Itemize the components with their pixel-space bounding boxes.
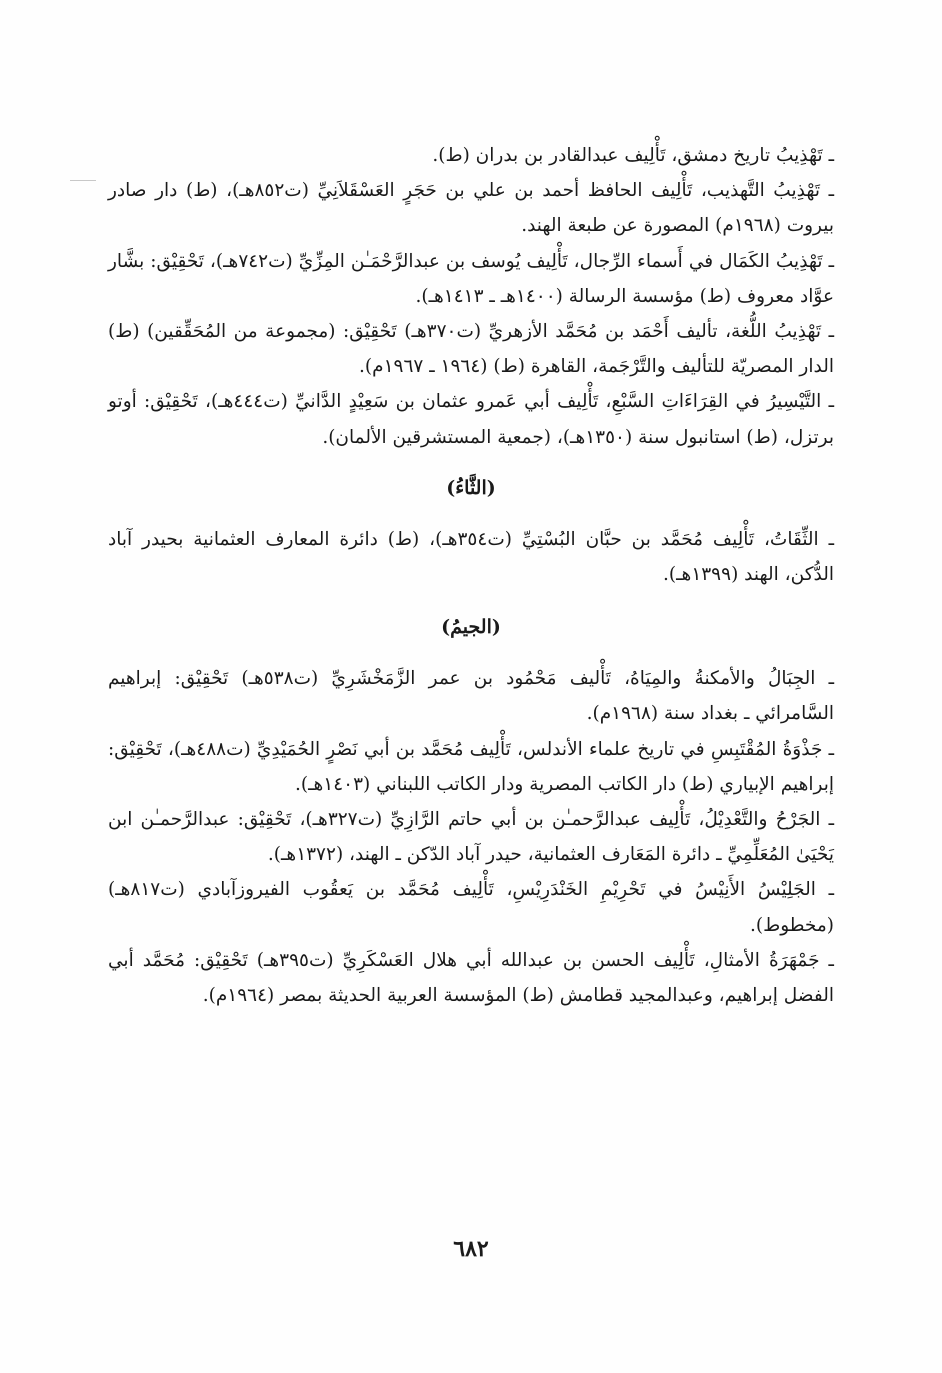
list-item: ـ تَهْذِيبُ الكَمَال في أَسماء الرِّجال، تَأْلِيف يُوسف بن عبدالرَّحْمَـٰن المِزِّيِّ (ت٧٤٢هـ)، تَحْقِيْق: بشَّار عوَّاد معروف (ط) مؤسسة الرسالة (١٤٠٠هـ ـ ١٤١٣هـ). [108, 250, 835, 307]
bibliography-list [108, 138, 834, 1013]
list-item: ـ تَهْذِيبُ تاريخ دمشق، تَأْلِيف عبدالقادر بن بدران (ط). [432, 145, 834, 166]
list-item: ـ الجَرْحُ والتَّعْدِيْلُ، تَأْلِيف عبدالرَّحمـٰن بن أبي حاتم الرَّازِيِّ (ت٣٢٧هـ)، تَحْقِيْق: عبدالرَّحمـٰن ابن يَحْيَىٰ المُعَلِّمِيِّ ـ دائرة المَعَارف العثمانية، حيدر آباد الدّكن ـ الهند، (١٣٧٢هـ). [108, 809, 834, 866]
list-item: ـ الثِّقَاتُ، تَأْلِيف مُحَمَّد بن حبَّان البُسْتِيِّ (ت٣٥٤هـ)، (ط) دائرة المعارف العثمانية بحيدر آباد الدُّكن، الهند (١٣٩٩هـ). [108, 528, 834, 586]
margin-mark [70, 180, 96, 181]
list-item: ـ التَّيْسِيرُ في القِرَاءَاتِ السَّبْعِ، تَأْلِيف أبي عَمرو عثمان بن سَعِيْدٍ الدَّانيِّ (ت٤٤٤هـ)، تَحْقِيْق: أوتو برتزل، (ط) استانبول سنة (١٣٥٠هـ)، (جمعية المستشرقين الألمان). [108, 391, 834, 448]
section-heading-jeem: (الجيمُ) [441, 616, 501, 639]
list-item: ـ الجَلِيْسُ الأَنِيْسُ في تَحْرِيْمِ الخَنْدَرِيْسِ، تَأْلِيف مُحَمَّد بن يَعقُوب الفيروزآبادي (ت٨١٧هـ) (مخطوط). [108, 879, 834, 936]
list-item: ـ تَهْذِيبُ التَّهذيب، تَأْلِيف الحافظ أحمد بن علي بن حَجَرٍ العَسْقَلاَنِيِّ (ت٨٥٢هـ)، (ط) دار صادر بيروت (١٩٦٨م) المصورة عن طبعة الهند. [108, 180, 834, 237]
list-item: ـ جَمْهَرَةُ الأمثالِ، تَأْلِيف الحسن بن عبدالله أبي هلال العَسْكَرِيِّ (ت٣٩٥هـ) تَحْقِيْق: مُحَمَّد أبي الفضل إبراهيم، وعبدالمجيد قطامش (ط) المؤسسة العربية الحديثة بمصر (١٩٦٤م). [108, 949, 834, 1007]
page-number: ٦٨٢ [453, 1236, 489, 1262]
list-item: ـ جَذْوَةُ المُقْتَبِسِ في تاريخ علماء الأندلس، تَأْلِيف مُحَمَّد بن أبي نَصْرٍ الحُمَيْدِيِّ (ت٤٨٨هـ)، تَحْقِيْق: إبراهيم الإبياري (ط) دار الكاتب المصرية ودار الكاتب اللبناني (١٤٠٣هـ). [108, 738, 834, 795]
list-item: ـ الجِبَالُ والأمكنةُ والمِيَاهُ، تَأْليف مَحْمُود بن عمر الزَّمَخْشَرِيِّ (ت٥٣٨هـ) تَحْقِيْق: إبراهيم السَّامرائي ـ بغداد سنة (١٩٦٨م). [108, 668, 834, 725]
list-item: ـ تَهْذِيبُ اللُّغة، تأليف أَحْمَد بن مُحَمَّد الأزهريِّ (ت٣٧٠هـ) تَحْقِيْق: (مجموعة من المُحَقِّقين) (ط) الدار المصريّة للتأليف والتَّرْجَمة، القاهرة (ط) (١٩٦٤ ـ ١٩٦٧م). [108, 321, 834, 378]
section-heading-thaa: (الثَّاءُ) [446, 476, 496, 499]
